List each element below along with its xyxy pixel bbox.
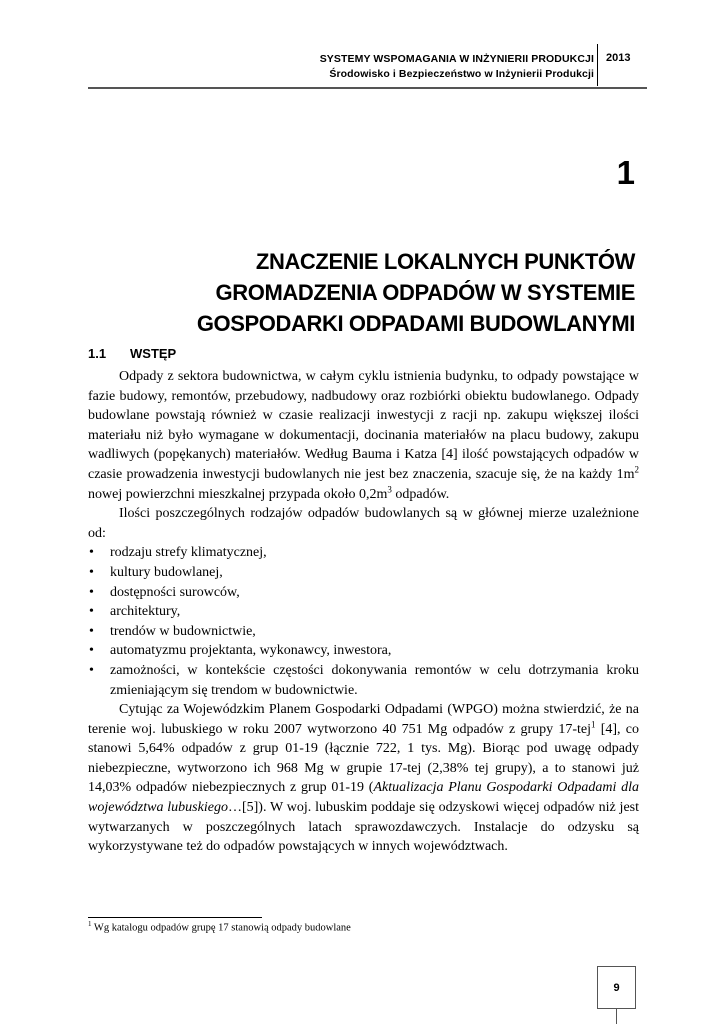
section-number: 1.1 xyxy=(88,346,107,361)
list-item xyxy=(88,602,639,622)
list-item-text: automatyzmu projektanta, wykonawcy, inwestora, xyxy=(110,643,392,659)
list-item-text: trendów w budownictwie, xyxy=(110,623,256,639)
paragraph-text: [4], co stanowi 5,64% odpadów z grup 01-19 (łącznie 722, 1 tys. Mg). Biorąc pod uwagę odpady niebezpieczne, wytworzono ich 968 Mg w grupie 17-tej (2,38% tej grupy), a to stanowi już 14,03% odpadów niebezpiecznych z grup 01-19 ( xyxy=(88,721,639,796)
factor-list xyxy=(88,543,639,700)
list-item-text: dostępności surowców, xyxy=(110,584,240,600)
header-divider xyxy=(597,44,598,86)
header-rule xyxy=(88,87,647,89)
chapter-title-line: ZNACZENIE LOKALNYCH PUNKTÓW xyxy=(255,249,635,274)
bullet-icon: • xyxy=(89,662,94,678)
list-item xyxy=(88,661,639,700)
list-item-text: rodzaju strefy klimatycznej, xyxy=(110,545,267,561)
section-heading xyxy=(88,346,176,361)
list-item xyxy=(88,583,639,603)
paragraph-text: Cytując za Wojewódzkim Planem Gospodarki Odpadami (WPGO) można stwierdzić, że na terenie woj. lubuskiego w roku 2007 wytworzono 40 751 Mg odpadów z grupy 17-tej xyxy=(88,702,639,737)
paragraph-text: …[5]). W woj. lubuskim poddaje się odzyskowi więcej odpadów niż jest wytwarzanych w poszczególnych latach sprawozdawczych. Instalacje do odzysku są wykorzystywane też do odpadów powstających w innych województwach. xyxy=(88,800,639,855)
superscript: 3 xyxy=(387,483,392,494)
footnote-marker: 1 xyxy=(88,920,92,928)
paragraph-text: Odpady z sektora budownictwa, w całym cyklu istnienia budynku, to odpady powstające w fazie budowy, remontów, przebudowy, nadbudowy oraz rozbiórki obiektu budowlanego. Odpady budowlane powstają również w czasie realizacji inwestycji z racji np. zakupu większej ilości materiału niż było wymagane w dokumentacji, docinania materiałów na placu budowy, zakupu wadliwych (popękanych) materiałów. Według Bauma i Katza [4] ilość powstających odpadów w czasie prowadzenia inwestycji budowlanych nie jest bez znaczenia, szacuje się, że na każdy 1m xyxy=(88,369,639,482)
bullet-icon: • xyxy=(89,623,94,639)
list-item-text: architektury, xyxy=(110,604,181,620)
bullet-icon: • xyxy=(89,584,94,600)
body-text xyxy=(88,367,639,857)
header-year: 2013 xyxy=(606,52,631,64)
header-title: SYSTEMY WSPOMAGANIA W INŻYNIERII PRODUKCJI xyxy=(319,53,594,65)
footnote-reference: 1 xyxy=(591,719,596,730)
list-item xyxy=(88,622,639,642)
page-number: 9 xyxy=(597,966,636,1009)
superscript: 2 xyxy=(634,464,639,475)
paragraph-wpgo xyxy=(88,700,639,857)
list-item xyxy=(88,543,639,563)
footnote xyxy=(88,920,351,934)
list-item xyxy=(88,563,639,583)
section-title: WSTĘP xyxy=(130,346,177,361)
bullet-icon: • xyxy=(89,643,94,659)
list-item-text: zamożności, w kontekście częstości dokonywania remontów w celu dotrzymania kroku zmieniającym się trendom w budownictwie. xyxy=(110,662,639,698)
list-item-text: kultury budowlanej, xyxy=(110,564,223,580)
bullet-icon: • xyxy=(89,564,94,580)
page-number-stem xyxy=(616,1009,617,1024)
paragraph-text: nowej powierzchni mieszkalnej przypada około 0,2m xyxy=(88,486,388,502)
footnote-rule xyxy=(88,917,262,918)
bullet-icon: • xyxy=(89,545,94,561)
paragraph-intro xyxy=(88,367,639,504)
chapter-title-line: GROMADZENIA ODPADÓW W SYSTEMIE xyxy=(215,280,635,305)
chapter-number: 1 xyxy=(616,154,635,191)
chapter-title-line: GOSPODARKI ODPADAMI BUDOWLANYMI xyxy=(196,311,635,336)
paragraph-text: odpadów. xyxy=(391,486,450,502)
list-item xyxy=(88,641,639,661)
citation-title: Aktualizacja Planu Gospodarki Odpadami dla województwa lubuskiego xyxy=(88,780,640,816)
footnote-text: Wg katalogu odpadów grupę 17 stanowią odpady budowlane xyxy=(91,922,351,934)
chapter-title xyxy=(75,246,635,339)
header-subtitle: Środowisko i Bezpieczeństwo w Inżynierii Produkcji xyxy=(329,68,594,80)
running-header xyxy=(320,52,594,82)
paragraph-list-intro: Ilości poszczególnych rodzajów odpadów budowlanych są w głównej mierze uzależnione od: xyxy=(88,506,639,541)
bullet-icon: • xyxy=(89,604,94,620)
